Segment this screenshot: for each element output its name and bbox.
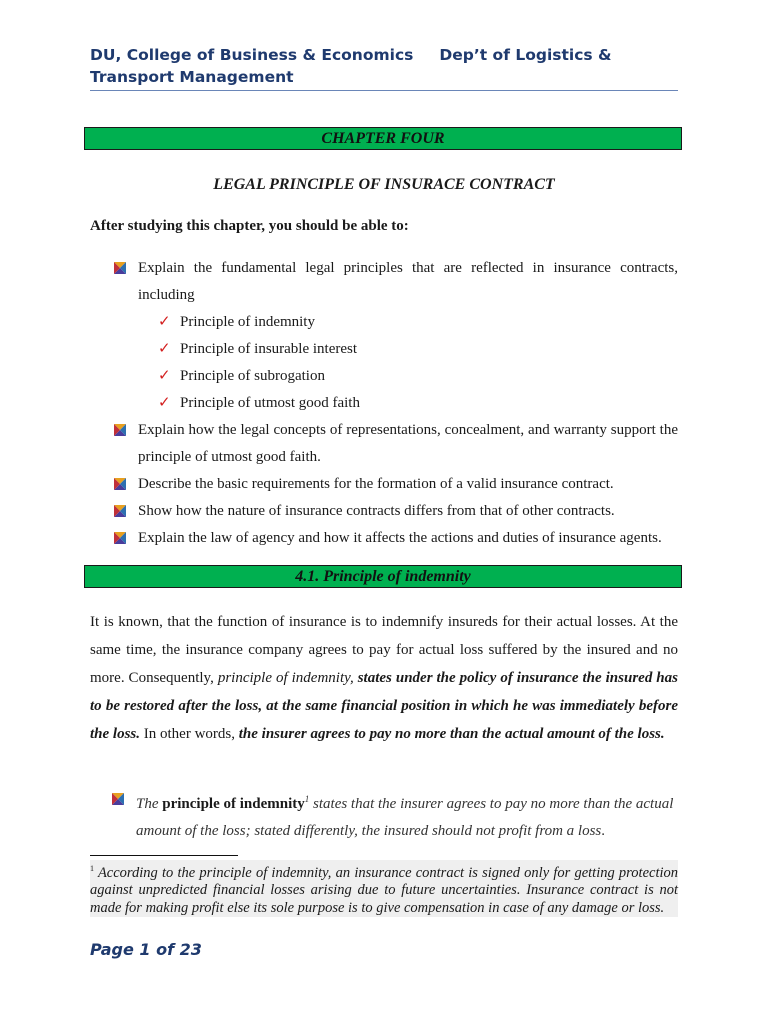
objective-item: [90, 417, 678, 471]
arrow-down-bullet-icon: [112, 786, 126, 813]
objective-item: [90, 471, 678, 498]
header-college: DU, College of Business & Economics: [90, 46, 414, 64]
objective-text: Describe the basic requirements for the formation of a valid insurance contract.: [138, 476, 614, 492]
objective-text: Explain the law of agency and how it affects the actions and duties of insurance agents.: [138, 530, 662, 546]
objective-text: Show how the nature of insurance contracts differs from that of other contracts.: [138, 503, 615, 519]
checkmark-icon: ✓: [158, 341, 171, 357]
checkmark-icon: ✓: [158, 314, 171, 330]
indemnity-statement: The principle of indemnity$^1$ states that the insurer agrees to pay no more than the actual amount of the loss; stated differently, the insured should not profit from a loss.: [90, 786, 678, 845]
arrow-down-bullet-icon: [114, 525, 128, 552]
chapter-title: LEGAL PRINCIPLE OF INSURACE CONTRACT: [213, 176, 555, 193]
objective-text: Explain the fundamental legal principles that are reflected in insurance contracts, including: [138, 260, 678, 303]
page-header: [90, 44, 678, 91]
objective-item: [90, 525, 678, 552]
sub-item: ✓ Principle of indemnity: [90, 309, 678, 336]
chapter-banner: CHAPTER FOUR: [84, 127, 682, 150]
arrow-down-bullet-icon: [114, 471, 128, 498]
objective-text: Explain how the legal concepts of representations, concealment, and warranty support the principle of utmost good faith.: [138, 422, 678, 465]
footnote: $^1$ According to the principle of indemnity, an insurance contract is signed only for getting protection against unpredicted financial losses arising due to future uncertainties. Insurance contract is not made for making profit else its sole purpose is to give compensation in case of any damage or loss.: [90, 860, 678, 917]
footnote-ref[interactable]: 1: [304, 794, 310, 804]
page-number: Page 1 of 23: [90, 940, 202, 959]
objective-item: [90, 255, 678, 309]
arrow-down-bullet-icon: [114, 255, 128, 282]
checkmark-icon: ✓: [158, 368, 171, 384]
arrow-down-bullet-icon: [114, 417, 128, 444]
section-banner: 4.1. Principle of indemnity: [84, 565, 682, 588]
sub-objectives: [90, 309, 678, 417]
arrow-down-bullet-icon: [114, 498, 128, 525]
header-dept: Dep’t of Logistics & Transport Management: [90, 46, 612, 86]
objective-item: [90, 498, 678, 525]
checkmark-icon: ✓: [158, 395, 171, 411]
sub-item: ✓ Principle of subrogation: [90, 363, 678, 390]
sub-item: ✓ Principle of utmost good faith: [90, 390, 678, 417]
sub-item: ✓ Principle of insurable interest: [90, 336, 678, 363]
objectives-list: [90, 255, 678, 552]
footnote-divider: [90, 855, 238, 856]
indemnity-paragraph: It is known, that the function of insurance is to indemnify insureds for their actual losses. At the same time, the insurance company agrees to pay for actual loss suffered by the insured and no more. Consequently, principle of indemnity, states under the policy of insurance the insured has to be restored after the loss, at the same financial position in which he was immediately before the loss. In other words, the insurer agrees to pay no more than the actual amount of the loss.: [90, 614, 678, 742]
intro-text: After studying this chapter, you should be able to:: [90, 218, 409, 234]
